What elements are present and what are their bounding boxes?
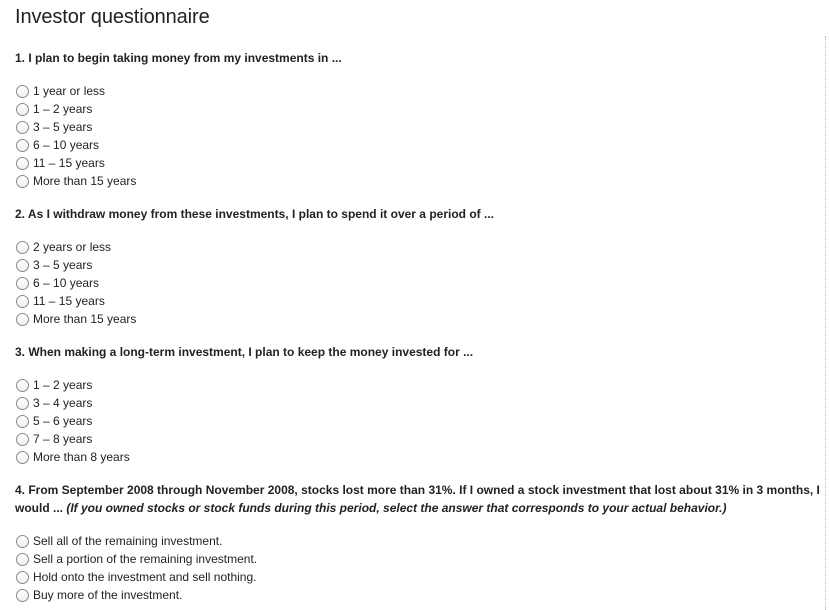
radio-button[interactable]: [16, 277, 29, 290]
question-1-options: [15, 82, 823, 190]
q3-option-4[interactable]: [16, 430, 823, 448]
question-3-text: 3. When making a long-term investment, I plan to keep the money invested for ...: [15, 345, 474, 359]
radio-button[interactable]: [16, 259, 29, 272]
q3-option-5[interactable]: [16, 448, 823, 466]
q2-option-5[interactable]: [16, 310, 823, 328]
page-border: [825, 36, 826, 610]
radio-button[interactable]: [16, 85, 29, 98]
radio-button[interactable]: [16, 415, 29, 428]
q1-option-4[interactable]: [16, 136, 823, 154]
question-4-options: [15, 532, 823, 604]
option-label: More than 15 years: [33, 174, 137, 188]
option-label: 11 – 15 years: [33, 156, 105, 170]
option-label: 1 – 2 years: [33, 102, 93, 116]
question-1: [15, 49, 823, 190]
radio-button[interactable]: [16, 433, 29, 446]
option-label: 11 – 15 years: [33, 294, 105, 308]
radio-button[interactable]: [16, 313, 29, 326]
question-4-note: (If you owned stocks or stock funds during this period, select the answer that corresponds to your actual behavior.): [66, 501, 727, 515]
q1-option-5[interactable]: [16, 154, 823, 172]
q2-option-2[interactable]: [16, 256, 823, 274]
question-2-text: 2. As I withdraw money from these investments, I plan to spend it over a period of ...: [15, 207, 494, 221]
option-label: 1 year or less: [33, 84, 106, 98]
question-2-options: [15, 238, 823, 328]
radio-button[interactable]: [16, 379, 29, 392]
q1-option-6[interactable]: [16, 172, 823, 190]
radio-button[interactable]: [16, 295, 29, 308]
option-label: 1 – 2 years: [33, 378, 93, 392]
option-label: 6 – 10 years: [33, 138, 100, 152]
page-title: Investor questionnaire: [15, 6, 210, 28]
radio-button[interactable]: [16, 175, 29, 188]
radio-button[interactable]: [16, 589, 29, 602]
q4-option-4[interactable]: [16, 586, 823, 604]
question-1-text: 1. I plan to begin taking money from my investments in ...: [15, 51, 342, 65]
q4-option-2[interactable]: [16, 550, 823, 568]
q2-option-4[interactable]: [16, 292, 823, 310]
q2-option-3[interactable]: [16, 274, 823, 292]
radio-button[interactable]: [16, 103, 29, 116]
radio-button[interactable]: [16, 139, 29, 152]
option-label: Sell a portion of the remaining investment.: [33, 552, 258, 566]
question-4: [15, 481, 823, 604]
option-label: 2 years or less: [33, 240, 112, 254]
radio-button[interactable]: [16, 241, 29, 254]
question-4-text: [15, 481, 823, 517]
option-label: 7 – 8 years: [33, 432, 93, 446]
option-label: More than 15 years: [33, 312, 137, 326]
radio-button[interactable]: [16, 553, 29, 566]
radio-button[interactable]: [16, 535, 29, 548]
question-4-main-text: 4. From September 2008 through November 2008, stocks lost more than 31%. If I owned a stock investment that lost about 31% in 3 months, I would ...: [15, 483, 820, 515]
option-label: 6 – 10 years: [33, 276, 100, 290]
q2-option-1[interactable]: [16, 238, 823, 256]
q3-option-2[interactable]: [16, 394, 823, 412]
option-label: More than 8 years: [33, 450, 130, 464]
q4-option-3[interactable]: [16, 568, 823, 586]
option-label: Buy more of the investment.: [33, 588, 183, 602]
q4-option-1[interactable]: [16, 532, 823, 550]
q1-option-3[interactable]: [16, 118, 823, 136]
q3-option-3[interactable]: [16, 412, 823, 430]
q1-option-2[interactable]: [16, 100, 823, 118]
question-3: [15, 343, 823, 466]
q3-option-1[interactable]: [16, 376, 823, 394]
radio-button[interactable]: [16, 397, 29, 410]
option-label: 3 – 5 years: [33, 258, 93, 272]
option-label: Sell all of the remaining investment.: [33, 534, 223, 548]
question-2: [15, 205, 823, 328]
option-label: Hold onto the investment and sell nothing.: [33, 570, 257, 584]
radio-button[interactable]: [16, 571, 29, 584]
option-label: 3 – 5 years: [33, 120, 93, 134]
option-label: 5 – 6 years: [33, 414, 93, 428]
q1-option-1[interactable]: [16, 82, 823, 100]
question-3-options: [15, 376, 823, 466]
radio-button[interactable]: [16, 451, 29, 464]
radio-button[interactable]: [16, 157, 29, 170]
option-label: 3 – 4 years: [33, 396, 93, 410]
radio-button[interactable]: [16, 121, 29, 134]
